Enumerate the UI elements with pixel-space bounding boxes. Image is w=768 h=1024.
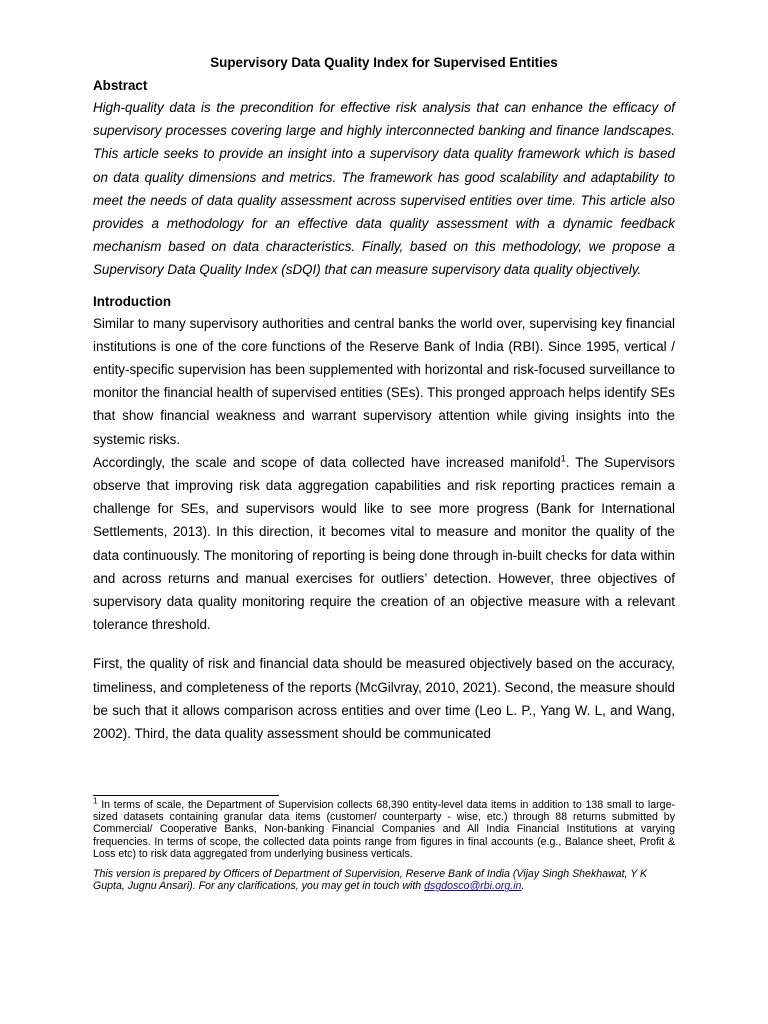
footnote-area [93,796,675,893]
credit-end: . [521,880,525,893]
credit-text: This version is prepared by Officers of Department of Supervision, Reserve Bank of India (Vijay Singh Shekhawat, Y K Gupta, Jugnu Ansari). For any clarifications, you may get in touch with [93,868,648,893]
contact-email-link[interactable]: dsgdosco@rbi.org.in [424,880,522,893]
footnote-1 [93,796,675,860]
footnote-text: In terms of scale, the Department of Supervision collects 68,390 entity-level data items in addition to 138 small to large-sized datasets containing granular data items (customer/ counterparty - wise, etc.) through 88 returns submitted by Commercial/ Cooperative Banks, Non-banking Financial Companies and All India Financial Institutions at varying frequencies. In terms of scope, the collected data points range from figures in final accounts (e.g., Balance sheet, Profit & Loss etc) to risk data aggregated from underlying business verticals. [93,799,675,860]
footnote-number: 1 [93,796,98,806]
intro-paragraph-2-start: Accordingly, the scale and scope of data collected have increased manifold [93,454,561,470]
intro-paragraph-2-end: . The Supervisors observe that improving risk data aggregation capabilities and risk reporting practices remain a challenge for SEs, and supervisors would like to see more progress (Bank for International Settlements, 2013). In this direction, it becomes vital to measure and monitor the quality of the data continuously. The monitoring of reporting is being done through in-built checks for data within and across returns and manual exercises for outliers’ detection. However, three objectives of supervisory data quality monitoring require the creation of an objective measure with a relevant tolerance threshold. [93,454,675,633]
abstract-heading: Abstract [93,78,148,93]
author-credit [93,868,675,892]
footnote-ref[interactable]: 1 [560,453,566,464]
paragraph-gap [93,636,675,652]
introduction-heading: Introduction [93,293,172,309]
main-content [93,54,675,745]
abstract-paragraph: High-quality data is the precondition for effective risk analysis that can enhance the efficacy of supervisory processes covering large and highly interconnected banking and finance landscapes. This article seeks to provide an insight into a supervisory data quality framework which is based on data quality dimensions and metrics. The framework has good scalability and adaptability to meet the needs of data quality assessment across supervised entities over time. This article also provides a methodology for an effective data quality assessment with a dynamic feedback mechanism based on data characteristics. Finally, based on this methodology, we propose a Supervisory Data Quality Index (sDQI) that can measure supervisory data quality objectively. [93,100,675,278]
intro-paragraph-3: First, the quality of risk and financial data should be measured objectively based on the accuracy, timeliness, and completeness of the reports (McGilvray, 2010, 2021). Second, the measure should be such that it allows comparison across entities and over time (Leo L. P., Yang W. L, and Wang, 2002). Third, the data quality assessment should be communicated [93,656,675,742]
document-title: Supervisory Data Quality Index for Supervised Entities [210,55,558,70]
footnote-divider [93,795,279,796]
intro-paragraph-2 [93,451,675,637]
intro-paragraph-1: Similar to many supervisory authorities and central banks the world over, supervising key financial institutions is one of the core functions of the Reserve Bank of India (RBI). Since 1995, vertical / entity-specific supervision has been supplemented with horizontal and risk-focused surveillance to monitor the financial health of supervised entities (SEs). This pronged approach helps identify SEs that show financial weakness and warrant supervisory attention while giving insights into the systemic risks. [93,315,675,447]
